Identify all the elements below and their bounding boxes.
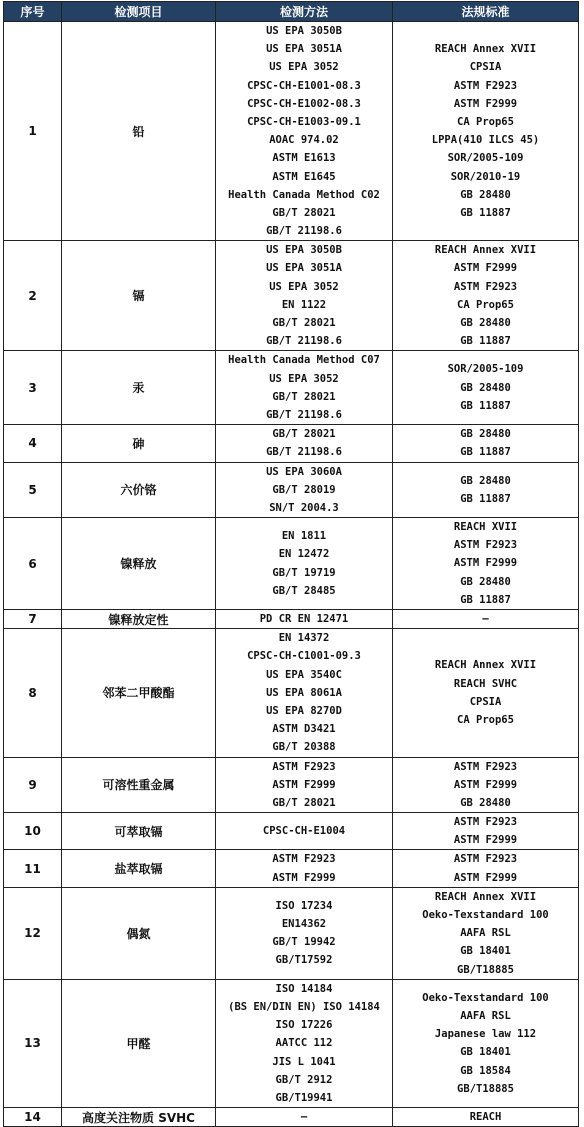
test-item: 邻苯二甲酸酯 xyxy=(62,629,216,757)
regulation-standard: GB 11887 xyxy=(460,492,511,505)
test-method: GB/T 19719 xyxy=(272,566,336,579)
table-row xyxy=(4,518,579,610)
regulation-standard: GB 28480 xyxy=(460,796,511,809)
regulation-standards-cell xyxy=(393,1108,579,1127)
test-method: US EPA 3540C xyxy=(266,668,342,681)
test-method: US EPA 3051A xyxy=(266,262,342,275)
test-methods-cell xyxy=(216,1108,393,1127)
row-number: 4 xyxy=(4,425,62,462)
test-item: 汞 xyxy=(62,351,216,425)
test-item: 可溶性重金属 xyxy=(62,757,216,813)
test-methods-cell xyxy=(216,518,393,610)
regulation-standard: ASTM F2999 xyxy=(453,871,518,884)
regulation-standards-cell xyxy=(393,351,579,425)
test-methods-cell xyxy=(216,757,393,813)
test-method: GB/T 21198.6 xyxy=(266,446,342,459)
test-method: EN 1122 xyxy=(281,298,327,311)
header-regulation-standard: 法规标准 xyxy=(393,2,579,22)
test-method: ASTM E1645 xyxy=(272,170,336,183)
regulation-standard: LPPA(410 ILCS 45) xyxy=(431,134,540,147)
regulation-standard: GB 11887 xyxy=(460,399,511,412)
regulation-standard: SOR/2005-109 xyxy=(447,363,524,376)
table-row xyxy=(4,241,579,351)
regulation-standard: GB 11887 xyxy=(460,335,511,348)
test-method: (BS EN/DIN EN) ISO 14184 xyxy=(228,1000,380,1013)
regulation-standard: ASTM F2999 xyxy=(453,778,518,791)
regulation-standard: ASTM F2999 xyxy=(453,557,518,570)
regulation-standard: Oeko-Texstandard 100 xyxy=(422,991,549,1004)
regulation-standards-cell xyxy=(393,629,579,757)
test-method: US EPA 8061A xyxy=(266,686,342,699)
test-methods-cell xyxy=(216,629,393,757)
test-item: 高度关注物质 SVHC xyxy=(62,1108,216,1127)
regulation-standard: — xyxy=(482,613,489,625)
test-method: GB/T 28021 xyxy=(272,428,336,441)
regulation-standard: GB 11887 xyxy=(460,593,511,606)
regulation-standard: REACH Annex XVII xyxy=(434,659,537,672)
regulation-standard: GB 28480 xyxy=(460,381,511,394)
test-method: EN14362 xyxy=(281,918,327,931)
test-method: US EPA 3052 xyxy=(269,280,339,293)
test-method: Health Canada Method C02 xyxy=(228,188,380,201)
regulation-standard: AAFA RSL xyxy=(460,927,511,940)
regulation-standard: CA Prop65 xyxy=(457,298,514,311)
test-method: ASTM E1613 xyxy=(272,152,336,165)
row-number: 12 xyxy=(4,887,62,979)
test-method: EN 12472 xyxy=(278,548,330,561)
table-row xyxy=(4,610,579,629)
regulation-standards-cell xyxy=(393,425,579,462)
regulation-standard: ASTM F2923 xyxy=(453,853,518,866)
regulation-standards-cell xyxy=(393,462,579,518)
test-method: GB/T 21198.6 xyxy=(266,225,342,238)
test-item: 铅 xyxy=(62,22,216,241)
test-method: ASTM F2999 xyxy=(272,778,336,791)
test-method: CPSC-CH-C1001-09.3 xyxy=(247,650,361,663)
regulation-standard: CA Prop65 xyxy=(457,714,514,727)
table-row xyxy=(4,462,579,518)
test-item: 镉 xyxy=(62,241,216,351)
regulation-standards-cell xyxy=(393,518,579,610)
regulation-standard: ASTM F2923 xyxy=(453,760,518,773)
test-method: GB/T19941 xyxy=(275,1091,333,1104)
test-method: US EPA 3051A xyxy=(266,43,342,56)
regulation-standard: ASTM F2923 xyxy=(453,816,518,829)
header-row xyxy=(4,2,579,22)
regulation-standard: ASTM F2923 xyxy=(453,79,518,92)
table-row xyxy=(4,979,579,1107)
test-method: ASTM F2923 xyxy=(272,760,336,773)
regulation-standard: Oeko-Texstandard 100 xyxy=(422,909,549,921)
table-row xyxy=(4,757,579,813)
regulation-standard: GB 28480 xyxy=(460,317,511,329)
regulation-standard: REACH xyxy=(469,1111,502,1124)
test-method: US EPA 8270D xyxy=(266,704,342,717)
test-methods-cell xyxy=(216,22,393,241)
regulation-standard: GB 28480 xyxy=(460,474,511,487)
test-method: SN/T 2004.3 xyxy=(269,501,339,514)
regulation-standard: GB 11887 xyxy=(460,206,511,219)
regulation-standard: CA Prop65 xyxy=(457,115,514,128)
row-number: 14 xyxy=(4,1108,62,1127)
test-method: GB/T 28021 xyxy=(272,796,336,809)
test-item: 砷 xyxy=(62,425,216,462)
test-method: GB/T 19942 xyxy=(272,936,336,949)
regulation-standard: ASTM F2923 xyxy=(453,539,518,552)
test-method: GB/T 28021 xyxy=(272,390,336,403)
table-row xyxy=(4,887,579,979)
test-method: EN 1811 xyxy=(281,530,327,543)
test-method: CPSC-CH-E1002-08.3 xyxy=(247,97,361,110)
table-body xyxy=(4,22,579,1127)
test-method: ASTM F2923 xyxy=(272,853,336,866)
test-method: ISO 17234 xyxy=(275,899,333,912)
regulation-standard: REACH Annex XVII xyxy=(434,890,537,903)
regulation-standards-cell xyxy=(393,22,579,241)
test-method: US EPA 3052 xyxy=(269,372,339,385)
regulation-standard: AAFA RSL xyxy=(460,1010,511,1023)
regulation-standard: ASTM F2999 xyxy=(453,834,518,847)
test-method: GB/T 21198.6 xyxy=(266,335,342,348)
regulation-standard: ASTM F2999 xyxy=(453,262,518,275)
table-header xyxy=(4,2,579,22)
table-row xyxy=(4,629,579,757)
test-method: AATCC 112 xyxy=(275,1037,333,1050)
test-method: GB/T 28485 xyxy=(272,584,336,597)
row-number: 9 xyxy=(4,757,62,813)
regulation-standards-cell xyxy=(393,887,579,979)
row-number: 2 xyxy=(4,241,62,351)
regulation-standards-cell xyxy=(393,241,579,351)
test-method: GB/T 2912 xyxy=(275,1073,333,1086)
test-item: 六价铬 xyxy=(62,462,216,518)
regulation-standard: ASTM F2999 xyxy=(453,97,518,110)
row-number: 5 xyxy=(4,462,62,518)
regulation-standards-cell xyxy=(393,979,579,1107)
regulation-standard: CPSIA xyxy=(469,695,502,708)
regulation-standards-cell xyxy=(393,850,579,887)
row-number: 13 xyxy=(4,979,62,1107)
regulation-standard: GB 18401 xyxy=(460,945,511,958)
regulation-standard: ASTM F2923 xyxy=(453,280,518,293)
test-methods-cell xyxy=(216,351,393,425)
test-item: 可萃取镉 xyxy=(62,813,216,850)
regulation-standard: SOR/2010-19 xyxy=(450,170,521,183)
test-method: CPSC-CH-E1003-09.1 xyxy=(247,115,361,128)
test-method: AOAC 974.02 xyxy=(269,134,339,147)
regulation-standard: GB 28480 xyxy=(460,575,511,588)
regulation-standard: REACH Annex XVII xyxy=(434,43,537,56)
row-number: 6 xyxy=(4,518,62,610)
row-number: 3 xyxy=(4,351,62,425)
header-test-item: 检测项目 xyxy=(62,2,216,22)
regulation-standard: GB/T18885 xyxy=(457,1082,514,1095)
regulation-standard: Japanese law 112 xyxy=(434,1028,537,1041)
row-number: 7 xyxy=(4,610,62,629)
test-method: JIS L 1041 xyxy=(272,1055,336,1068)
test-methods-cell xyxy=(216,610,393,629)
test-item: 镍释放定性 xyxy=(62,610,216,629)
regulation-standard: REACH XVII xyxy=(453,521,518,534)
row-number: 8 xyxy=(4,629,62,757)
regulation-standards-cell xyxy=(393,813,579,850)
test-method: ISO 14184 xyxy=(275,982,333,995)
table-row xyxy=(4,425,579,462)
regulation-standards-cell xyxy=(393,610,579,629)
test-method: CPSC-CH-E1001-08.3 xyxy=(247,79,361,92)
testing-standards-table xyxy=(3,1,579,1127)
test-item: 偶氮 xyxy=(62,887,216,979)
test-methods-cell xyxy=(216,887,393,979)
test-methods-cell xyxy=(216,462,393,518)
regulation-standard: SOR/2005-109 xyxy=(447,152,524,165)
table-row xyxy=(4,850,579,887)
test-method: CPSC-CH-E1004 xyxy=(262,825,346,838)
test-methods-cell xyxy=(216,813,393,850)
test-method: US EPA 3050B xyxy=(266,25,342,37)
test-method: US EPA 3060A xyxy=(266,465,342,478)
test-method: US EPA 3050B xyxy=(266,244,342,257)
test-method: PD CR EN 12471 xyxy=(259,613,349,625)
test-method: GB/T 21198.6 xyxy=(266,408,342,421)
regulation-standard: REACH Annex XVII xyxy=(434,244,537,257)
regulation-standard: CPSIA xyxy=(469,61,502,74)
table-row xyxy=(4,22,579,241)
test-methods-cell xyxy=(216,425,393,462)
test-item: 镍释放 xyxy=(62,518,216,610)
regulation-standard: GB 28480 xyxy=(460,428,511,441)
header-test-method: 检测方法 xyxy=(216,2,393,22)
table-row xyxy=(4,351,579,425)
row-number: 1 xyxy=(4,22,62,241)
regulation-standard: GB 18584 xyxy=(460,1064,511,1077)
test-methods-cell xyxy=(216,241,393,351)
test-method: GB/T 20388 xyxy=(272,741,336,754)
test-method: GB/T17592 xyxy=(275,954,333,967)
regulation-standard: GB 11887 xyxy=(460,446,511,459)
regulation-standard: GB/T18885 xyxy=(457,963,514,976)
test-method: ISO 17226 xyxy=(275,1019,333,1032)
test-method: Health Canada Method C07 xyxy=(228,354,380,367)
test-method: ASTM D3421 xyxy=(272,723,336,736)
regulation-standard: REACH SVHC xyxy=(453,677,518,690)
table-row xyxy=(4,813,579,850)
test-method: EN 14372 xyxy=(278,632,330,645)
test-item: 盐萃取镉 xyxy=(62,850,216,887)
row-number: 11 xyxy=(4,850,62,887)
test-method: GB/T 28019 xyxy=(272,483,336,496)
regulation-standard: GB 28480 xyxy=(460,188,511,201)
test-method: ASTM F2999 xyxy=(272,871,336,884)
regulation-standards-cell xyxy=(393,757,579,813)
test-item: 甲醛 xyxy=(62,979,216,1107)
test-methods-cell xyxy=(216,979,393,1107)
test-method: — xyxy=(300,1111,308,1124)
header-number: 序号 xyxy=(4,2,62,22)
regulation-standard: GB 18401 xyxy=(460,1046,511,1059)
row-number: 10 xyxy=(4,813,62,850)
test-method: GB/T 28021 xyxy=(272,206,336,219)
test-methods-cell xyxy=(216,850,393,887)
test-method: GB/T 28021 xyxy=(272,317,336,329)
test-method: US EPA 3052 xyxy=(269,61,339,74)
table-row xyxy=(4,1108,579,1127)
